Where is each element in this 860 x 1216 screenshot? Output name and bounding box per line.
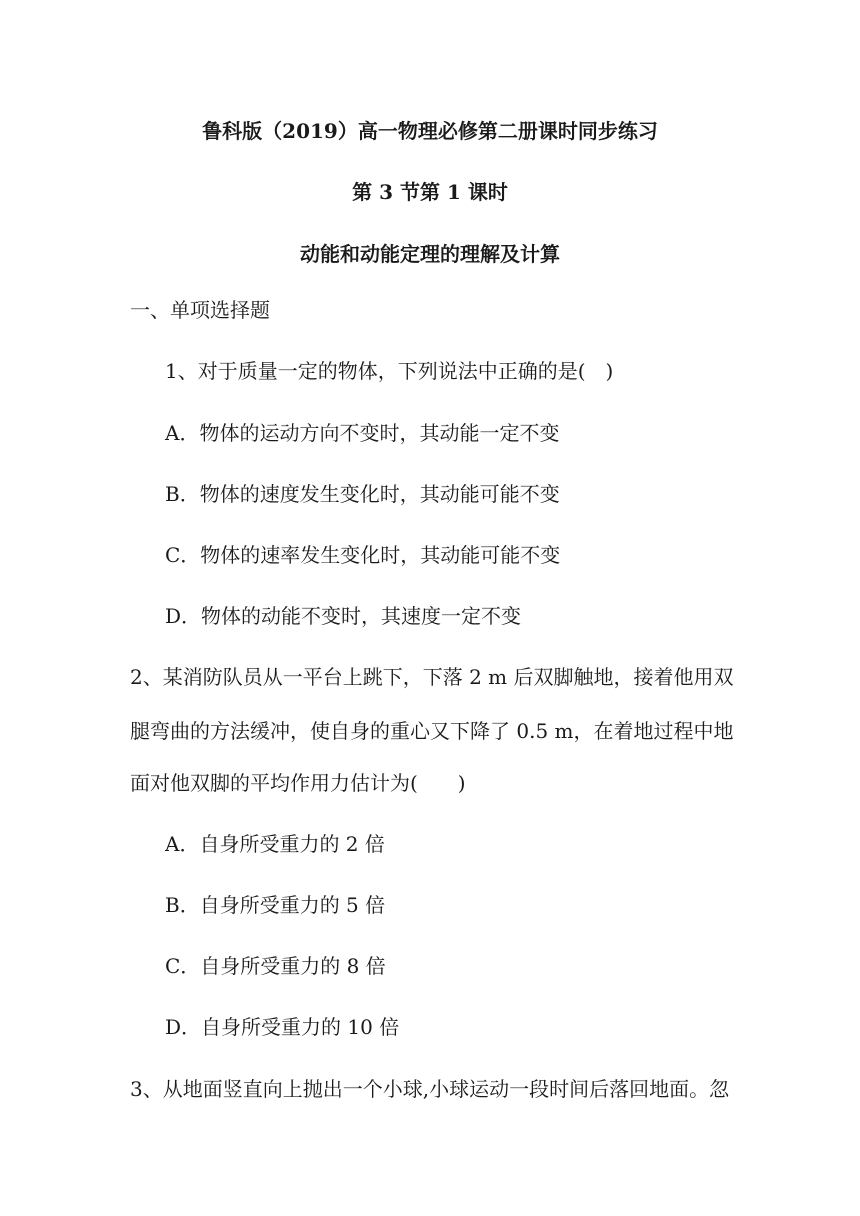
document-title: 鲁科版（2019）高一物理必修第二册课时同步练习	[202, 119, 658, 143]
question-1-stem: 1、对于质量一定的物体，下列说法中正确的是( )	[165, 359, 614, 383]
question-2-stem-line-2: 腿弯曲的方法缓冲，使自身的重心又下降了 0.5 m，在着地过程中地	[130, 719, 734, 743]
question-1-option-d: D．物体的动能不变时，其速度一定不变	[165, 604, 522, 628]
topic-subtitle: 动能和动能定理的理解及计算	[300, 242, 560, 266]
part-heading: 一、单项选择题	[130, 298, 270, 322]
question-2-option-c: C．自身所受重力的 8 倍	[165, 954, 386, 978]
section-subtitle: 第 3 节第 1 课时	[352, 180, 508, 204]
question-3-stem-line-1: 3、从地面竖直向上抛出一个小球,小球运动一段时间后落回地面。忽	[130, 1077, 730, 1101]
question-2-option-b: B．自身所受重力的 5 倍	[165, 893, 386, 917]
question-1-option-c: C．物体的速率发生变化时，其动能可能不变	[165, 543, 561, 567]
question-1-option-b: B．物体的速度发生变化时，其动能可能不变	[165, 482, 560, 506]
question-1-option-a: A．物体的运动方向不变时，其动能一定不变	[165, 421, 560, 445]
question-2-option-d: D．自身所受重力的 10 倍	[165, 1015, 400, 1039]
question-2-stem-line-1: 2、某消防队员从一平台上跳下，下落 2 m 后双脚触地，接着他用双	[130, 665, 734, 689]
question-2-stem-line-3: 面对他双脚的平均作用力估计为( )	[130, 771, 466, 795]
question-2-option-a: A．自身所受重力的 2 倍	[165, 832, 385, 856]
